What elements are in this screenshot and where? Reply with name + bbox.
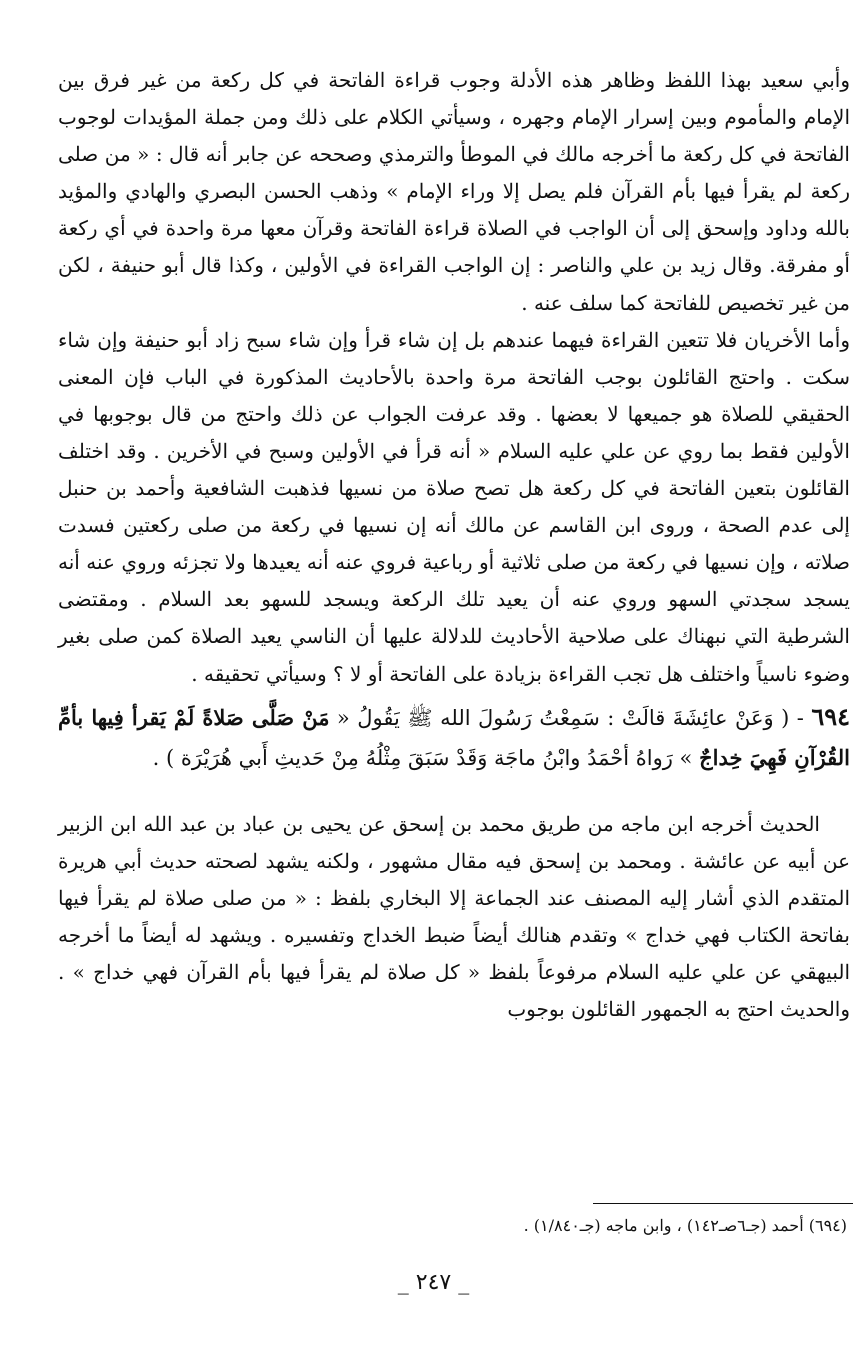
hadith-intro: - ( وَعَنْ عائِشَةَ قالَتْ : سَمِعْتُ رَسُولَ الله ﷺ يَقُولُ « — [329, 705, 812, 730]
hadith-694 — [58, 697, 850, 778]
body-paragraph-2: وأما الأخريان فلا تتعين القراءة فيهما عندهم بل إن شاء قرأ وإن شاء سبح زاد أبو حنيفة وإن شاء سكت . واحتج القائلون بوجب الفاتحة مرة واحدة بالأحاديث المذكورة في الباب فإن المعنى الحقيقي للصلاة هو جميعها لا بعضها . وقد عرفت الجواب عن ذلك واحتج من قال بوجوبها في الأولين فقط بما روي عن علي عليه السلام « أنه قرأ في الأولين وسبح في الأخرين . وقد اختلف القائلون بتعين الفاتحة في كل ركعة هل تصح صلاة من نسيها فذهبت الشافعية وأحمد بن حنبل إلى عدم الصحة ، وروى ابن القاسم عن مالك أنه إن نسيها في ركعة من صلى ركعتين فسدت صلاته ، وإن نسيها في ركعة من صلى ثلاثية أو رباعية فروي عنه أنه يعيدها ولا تجزئه وروي عنه أنه يسجد سجدتي السهو وروي عنه أن يعيد تلك الركعة ويسجد للسهو بعد السلام . ومقتضى الشرطية التي نبهناك على صلاحية الأحاديث للدلالة عليها أن الناسي يعيد الصلاة كمن صلى بغير وضوء ناسياً واختلف هل تجب القراءة بزيادة على الفاتحة أو لا ؟ وسيأتي تحقيقه . — [58, 327, 851, 686]
footnote-divider — [593, 1203, 853, 1204]
hadith-quote: مَنْ صَلَّى صَلاةً لَمْ يَقرأ فِيها بأمِّ القُرْآنِ فَهِيَ خِداجٌ — [58, 704, 850, 770]
footnote: (٦٩٤) أحمد (جـ٦صـ١٤٢) ، وابن ماجه (جـ١/٨٤٠) . — [523, 1216, 847, 1235]
page-number: _ ٢٤٧ _ — [397, 1270, 470, 1295]
body-paragraph-1: وأبي سعيد بهذا اللفظ وظاهر هذه الأدلة وجوب قراءة الفاتحة في كل ركعة من غير فرق بين الإمام والمأموم وبين إسرار الإمام وجهره ، وسيأتي الكلام على ذلك ومن جملة المؤيدات لوجوب الفاتحة في كل ركعة ما أخرجه مالك في الموطأ والترمذي وصححه عن جابر أنه قال : « من صلى ركعة لم يقرأ فيها بأم القرآن فلم يصل إلا وراء الإمام » وذهب الحسن البصري والهادي والمؤيد بالله وداود وإسحق إلى أن الواجب في الصلاة قراءة الفاتحة وقرآن معها مرة واحدة في أي ركعة أو مفرقة. وقال زيد بن علي والناصر : إن الواجب القراءة في الأولين ، وكذا قال أبو حنيفة ، لكن من غير تخصيص للفاتحة كما سلف عنه . — [58, 68, 850, 315]
hadith-number: ٦٩٤ — [811, 701, 851, 731]
commentary-paragraph: الحديث أخرجه ابن ماجه من طريق محمد بن إسحق عن يحيى بن عباد بن عبد الله ابن الزبير عن أبيه عن عائشة . ومحمد بن إسحق فيه مقال مشهور ، ولكنه يشهد لصحته حديث أبي هريرة المتقدم الذي أشار إليه المصنف عند الجماعة إلا البخاري بلفظ : « من صلى صلاة لم يقرأ فيها بفاتحة الكتاب فهي خداج » وتقدم هنالك أيضاً ضبط الخداج وتفسيره . ويشهد له أيضاً ما أخرجه البيهقي عن علي عليه السلام مرفوعاً بلفظ « كل صلاة لم يقرأ فيها بأم القرآن فهي خداج » . والحديث احتج به الجمهور القائلون بوجوب — [58, 811, 850, 1022]
hadith-outro: » رَواهُ أحْمَدُ وابْنُ ماجَة وَقَدْ سَبَقَ مِثْلُهُ مِنْ حَديثِ أَبي هُرَيْرَة ) . — [152, 745, 700, 770]
page-body — [58, 62, 850, 1028]
